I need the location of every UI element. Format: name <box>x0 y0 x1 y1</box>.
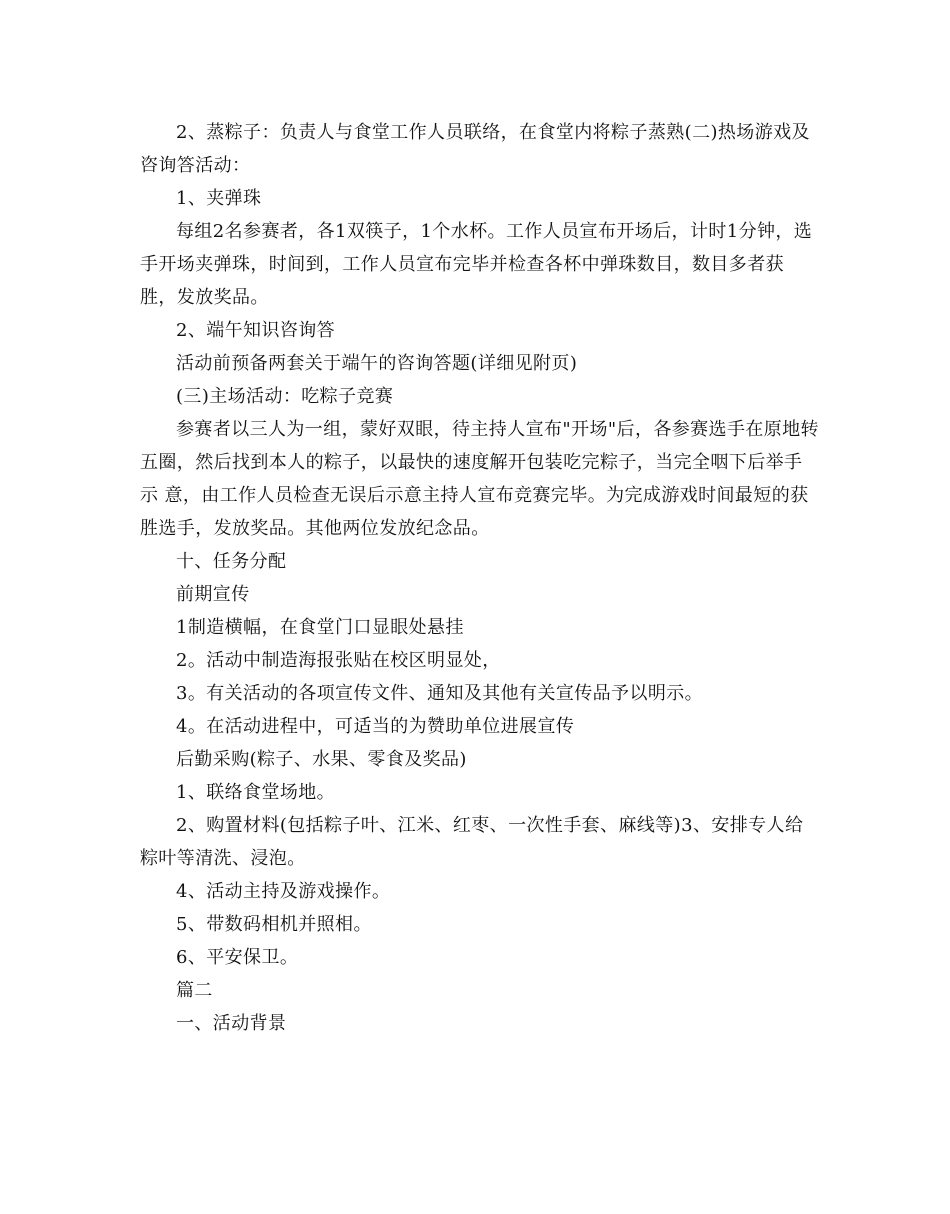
paragraph: 2。活动中制造海报张贴在校区明显处， <box>176 650 501 671</box>
paragraph: 5、带数码相机并照相。 <box>176 914 372 935</box>
paragraph: 1制造横幅，在食堂门口显眼处悬挂 <box>176 617 464 638</box>
paragraph: 2、蒸粽子：负责人与食堂工作人员联络，在食堂内将粽子蒸熟(二)热场游戏及咨询答活动： <box>140 122 810 176</box>
paragraph: 1、联络食堂场地。 <box>176 782 336 803</box>
paragraph: 前期宣传 <box>176 584 250 605</box>
paragraph: 十、任务分配 <box>176 551 287 572</box>
paragraph: 篇二 <box>176 980 213 1001</box>
paragraph: 4、活动主持及游戏操作。 <box>176 881 391 902</box>
paragraph: 3。有关活动的各项宣传文件、通知及其他有关宣传品予以明示。 <box>176 683 704 704</box>
paragraph: 每组2名参赛者，各1双筷子，1个水杯。工作人员宣布开场后，计时1分钟，选手开场夹弹珠，时间到，工作人员宣布完毕并检查各杯中弹珠数目，数目多者获胜，发放奖品。 <box>140 221 813 308</box>
paragraph: 2、购置材料(包括粽子叶、江米、红枣、一次性手套、麻线等)3、安排专人给粽叶等清洗、浸泡。 <box>140 815 804 869</box>
paragraph: 后勤采购(粽子、水果、零食及奖品) <box>176 749 467 770</box>
document-body <box>140 116 820 1040</box>
paragraph: 参赛者以三人为一组，蒙好双眼，待主持人宣布"开场"后，各参赛选手在原地转五圈，然后找到本人的粽子，以最快的速度解开包装吃完粽子，当完全咽下后举手示 意，由工作人员检查无误后示意主持人宣布竞赛完毕。为完成游戏时间最短的获胜选手，发放奖品。其他两位发放纪念品。 <box>140 419 819 539</box>
paragraph: 6、平安保卫。 <box>176 947 299 968</box>
paragraph: 4。在活动进程中，可适当的为赞助单位进展宣传 <box>176 716 575 737</box>
paragraph: 一、活动背景 <box>176 1013 287 1034</box>
paragraph: 2、端午知识咨询答 <box>176 320 336 341</box>
paragraph: 1、夹弹珠 <box>176 188 262 209</box>
paragraph: (三)主场活动：吃粽子竞赛 <box>176 386 394 407</box>
paragraph: 活动前预备两套关于端午的咨询答题(详细见附页) <box>176 353 578 374</box>
